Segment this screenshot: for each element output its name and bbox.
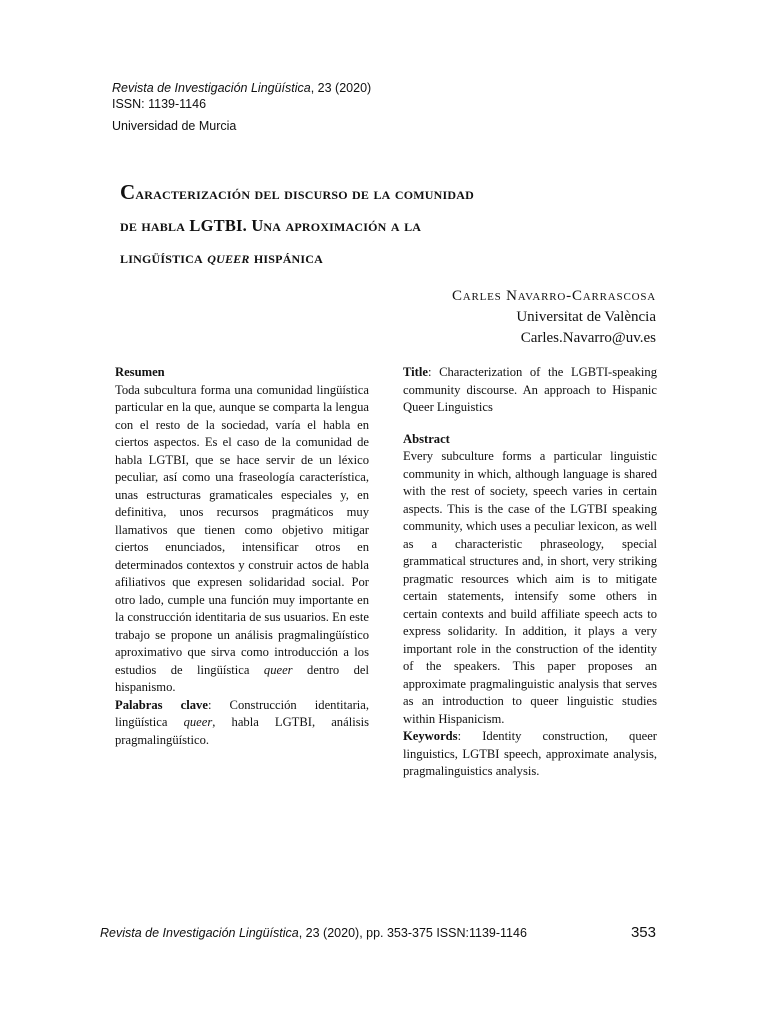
- journal-header: [112, 80, 371, 134]
- resumen-text-body: Toda subcultura forma una comunidad lingüística particular en la que, aunque se comparta la lengua con el resto de la sociedad, varía el habla en ciertos aspectos. Es el caso de la comunidad de habla LGTBI, que se hace servir de un léxico peculiar, así como una fraseología característica, unas estructuras gramaticales especiales y, en definitiva, unos recursos pragmáticos muy llamativos que tienen como objetivo mitigar ciertos enunciados, intensificar otros en determinados contextos y construir actos de habla afiliativos que expresen solidaridad social. Por otro lado, cumple una función muy importante en la construcción identitaria de sus usuarios. En este trabajo se propone un análisis pragmalingüístico aproximativo que sirva como introducción a los estudios de lingüística: [115, 382, 369, 677]
- palabras-clave-text: : Construcción identitaria, lingüística: [115, 697, 370, 729]
- spacer: [403, 417, 657, 431]
- keywords-label: Keywords: [403, 729, 458, 743]
- resumen-text-queer: queer: [263, 662, 293, 677]
- author-affiliation: Universitat de València: [516, 309, 656, 325]
- english-title-label: Title: [403, 365, 428, 379]
- resumen-text: [115, 382, 369, 697]
- author-block: [452, 286, 656, 349]
- palabras-clave: [115, 697, 369, 750]
- palabras-clave-queer: queer: [183, 715, 213, 729]
- title-line-1: [120, 176, 660, 210]
- keywords: [403, 728, 657, 781]
- journal-volume: , 23 (2020): [310, 81, 372, 95]
- page-number: 353: [630, 924, 656, 941]
- abstract-heading: Abstract: [403, 431, 450, 446]
- keywords-text: : Identity construction, queer linguistics, LGTBI speech, approximate analysis, pragmalinguistics analysis.: [403, 729, 657, 778]
- journal-name: Revista de Investigación Lingüística: [112, 81, 311, 95]
- title-line-3-post: hispánica: [249, 248, 324, 267]
- author-email[interactable]: Carles.Navarro@uv.es: [520, 330, 656, 346]
- english-column: [403, 364, 657, 781]
- palabras-clave-end: , habla LGTBI, análisis pragmalingüístico.: [115, 715, 369, 747]
- title-line-1-text: aracterización del discurso de la comunidad: [135, 184, 474, 203]
- abstract-text: Every subculture forms a particular linguistic community in which, although language is shared with the rest of society, speech varies in certain aspects. This is the case of the LGTBI speaking community, which uses a peculiar lexicon, as well as a characteristic phraseology, special grammatical structures and, in short, very striking pragmatic resources which aim is to mitigate certain statements, intensify some others in certain contexts and build affiliate speech acts to express solidarity. In addition, it plays a very important role in the construction of the identity of the speakers. This paper proposes an approximate pragmalinguistic analysis that serves as an introduction to queer linguistic studies within Hispanicism.: [403, 449, 657, 726]
- resumen-text-end: dentro del hispanismo.: [115, 662, 369, 694]
- journal-line: [112, 80, 371, 96]
- title-line-3: [120, 242, 660, 274]
- resumen-heading: Resumen: [115, 365, 165, 379]
- issn: ISSN: 1139-1146: [112, 97, 207, 111]
- footer-citation: [100, 926, 527, 940]
- footer-journal: Revista de Investigación Lingüística: [100, 926, 299, 940]
- title-line-2: de habla LGTBI. Una aproximación a la: [120, 216, 422, 235]
- title-initial: C: [120, 180, 136, 204]
- english-title: [403, 364, 657, 417]
- institution: Universidad de Murcia: [112, 119, 237, 133]
- palabras-clave-label: Palabras clave: [115, 697, 208, 712]
- article-title: [120, 176, 660, 274]
- title-line-3-pre: lingüística: [120, 248, 208, 267]
- author-name: Carles Navarro-Carrascosa: [451, 288, 656, 304]
- footer-citation-text: , 23 (2020), pp. 353-375 ISSN:1139-1146: [298, 926, 527, 940]
- english-title-text: : Characterization of the LGBTI-speaking community discourse. An approach to Hispanic Queer Linguistics: [403, 365, 657, 414]
- title-queer: queer: [207, 248, 250, 267]
- resumen-column: [115, 364, 369, 749]
